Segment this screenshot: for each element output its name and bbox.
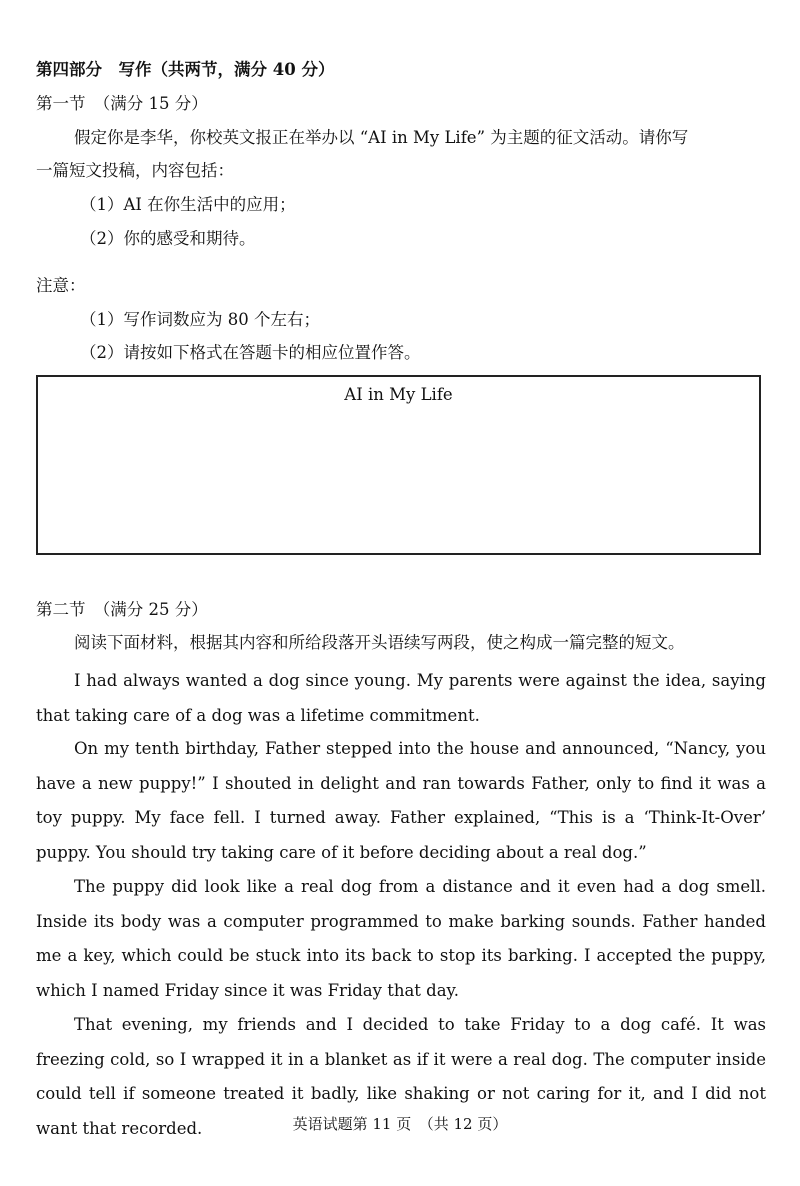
notes-label: 注意： bbox=[36, 276, 86, 295]
section1-prompt-line2: 一篇短文投稿，内容包括： bbox=[36, 161, 234, 180]
note-1: （1）写作词数应为 80 个左右； bbox=[80, 310, 320, 329]
passage-paragraph-4: That evening, my friends and I decided to take Friday to a dog café. It was freezing cold, so I wrapped it in a blanket as if it were a real dog. The computer inside could tell if someone treated it badly, like shaking or not caring for it, and I did not want that recorded. bbox=[36, 1015, 766, 1138]
passage-paragraph-1: I had always wanted a dog since young. My parents were against the idea, saying that taking care of a dog was a lifetime commitment. bbox=[36, 671, 766, 725]
answer-box-title: AI in My Life bbox=[344, 385, 453, 404]
part-title: 第四部分 写作（共两节，满分 40 分） bbox=[36, 60, 335, 79]
content-point-1: （1）AI 在你生活中的应用； bbox=[80, 195, 296, 214]
section1-heading: 第一节 （满分 15 分） bbox=[36, 94, 208, 113]
content-point-2: （2）你的感受和期待。 bbox=[80, 229, 256, 248]
page-footer: 英语试题第 11 页 （共 12 页） bbox=[292, 1115, 508, 1133]
section2-instruction: 阅读下面材料，根据其内容和所给段落开头语续写两段，使之构成一篇完整的短文。 bbox=[74, 633, 685, 652]
passage-paragraph-2: On my tenth birthday, Father stepped into the house and announced, “Nancy, you have a new puppy!” I shouted in delight and ran towards Father, only to find it was a toy puppy. My face fell. I turned away. Father explained, “This is a ‘Think-It-Over’ puppy. You should try taking care of it before deciding about a real dog.” bbox=[36, 739, 766, 862]
answer-format-box bbox=[36, 375, 761, 555]
passage-paragraph-3: The puppy did look like a real dog from a distance and it even had a dog smell. Inside its body was a computer programmed to make barking sounds. Father handed me a key, which could be stuck into its back to stop its barking. I accepted the puppy, which I named Friday since it was Friday that day. bbox=[36, 877, 766, 1000]
section2-heading: 第二节 （满分 25 分） bbox=[36, 600, 208, 619]
note-2: （2）请按如下格式在答题卡的相应位置作答。 bbox=[80, 343, 421, 362]
section1-prompt-line1: 假定你是李华，你校英文报正在举办以 “AI in My Life” 为主题的征文活动。请你写 bbox=[74, 128, 689, 147]
